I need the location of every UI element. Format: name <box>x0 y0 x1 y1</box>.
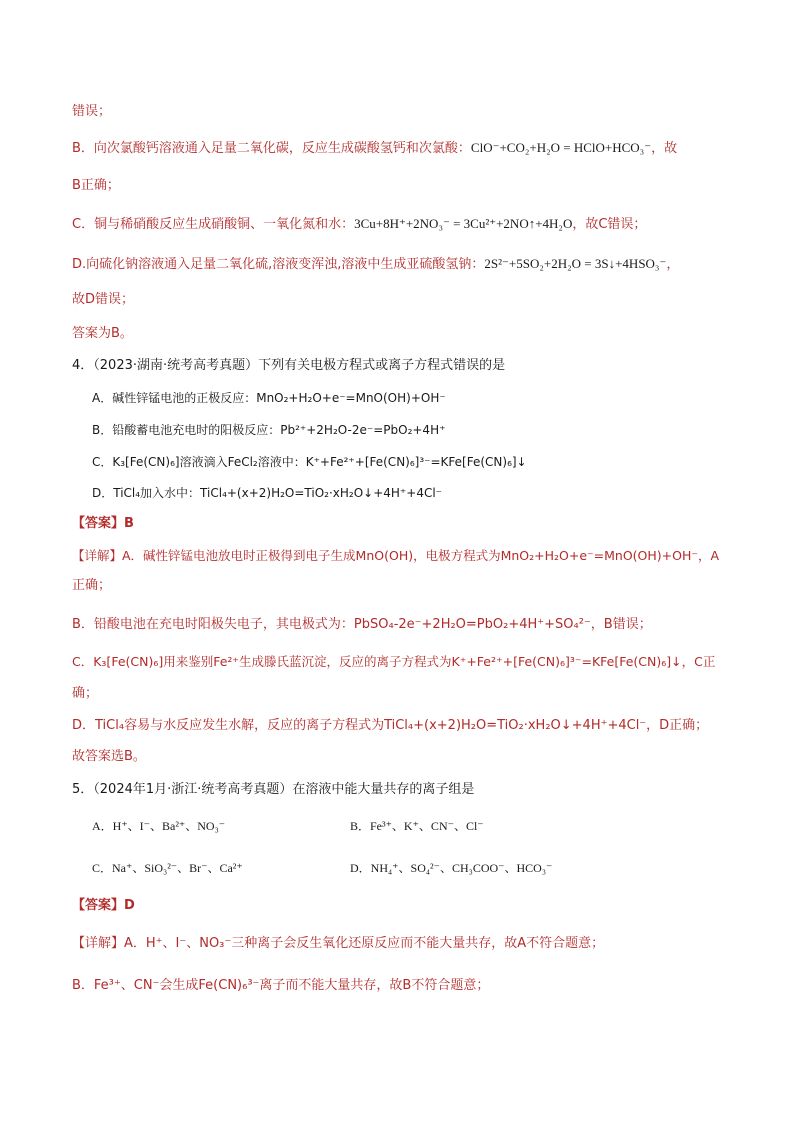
prev-c-equation: 3Cu+8H⁺+2NO₃⁻ = 3Cu²⁺+2NO↑+4H₂O <box>354 216 573 231</box>
prev-line-1: 错误； <box>72 104 112 119</box>
q4-final: 故答案选B。 <box>72 749 146 764</box>
prev-d-equation: 2S²⁻+5SO₂+2H₂O = 3S↓+4HSO₃⁻ <box>484 256 667 271</box>
q5-option-a: A．H⁺、I⁻、Ba²⁺、NO₃⁻ <box>92 819 226 833</box>
q4-explain-a-cont: 正确； <box>72 578 112 593</box>
prev-c-text: C．铜与稀硝酸反应生成硝酸铜、一氧化氮和水： <box>72 217 355 232</box>
q4-explain-a: 【详解】A．碱性锌锰电池放电时正极得到电子生成MnO(OH)，电极方程式为MnO₂+H₂O+e⁻=MnO(OH)+OH⁻，A <box>72 548 720 563</box>
q4-explain-b: B．铅酸电池在充电时阳极失电子，其电极式为：PbSO₄-2e⁻+2H₂O=PbO₂+4H⁺+SO₄²⁻，B错误； <box>72 617 652 632</box>
prev-d-conclusion: 故D错误； <box>72 292 135 307</box>
q4-option-b: B．铅酸蓄电池充电时的阳极反应：Pb²⁺+2H₂O-2e⁻=PbO₂+4H⁺ <box>92 423 446 437</box>
prev-b-tail: ，故 <box>651 141 678 156</box>
prev-explain-d <box>72 254 734 275</box>
q5-option-d: D．NH₄⁺、SO₄²⁻、CH₃COO⁻、HCO₃⁻ <box>350 861 553 875</box>
prev-b-text: B．向次氯酸钙溶液通入足量二氧化碳，反应生成碳酸氢钙和次氯酸： <box>72 141 471 156</box>
q4-answer: 【答案】B <box>72 516 134 531</box>
prev-answer: 答案为B。 <box>72 326 133 341</box>
q4-option-a: A．碱性锌锰电池的正极反应：MnO₂+H₂O+e⁻=MnO(OH)+OH⁻ <box>92 391 446 405</box>
prev-explain-c <box>72 214 734 235</box>
q4-explain-c: C．K₃[Fe(CN)₆]用来鉴别Fe²⁺生成滕氏蓝沉淀，反应的离子方程式为K⁺+Fe²⁺+[Fe(CN)₆]³⁻=KFe[Fe(CN)₆]↓，C正 <box>72 654 716 669</box>
q5-option-b: B．Fe³⁺、K⁺、CN⁻、Cl⁻ <box>350 819 484 833</box>
q4-option-c: C．K₃[Fe(CN)₆]溶液滴入FeCl₂溶液中：K⁺+Fe²⁺+[Fe(CN)₆]³⁻=KFe[Fe(CN)₆]↓ <box>92 455 527 469</box>
prev-explain-b <box>72 138 734 159</box>
q5-explain-b: B．Fe³⁺、CN⁻会生成Fe(CN)₆³⁻离子而不能大量共存，故B不符合题意； <box>72 978 490 993</box>
q4-explain-d: D．TiCl₄容易与水反应发生水解，反应的离子方程式为TiCl₄+(x+2)H₂O=TiO₂·xH₂O↓+4H⁺+4Cl⁻，D正确； <box>72 718 709 733</box>
prev-d-text: D.向硫化钠溶液通入足量二氧化硫,溶液变浑浊,溶液中生成亚硫酸氢钠： <box>72 257 485 272</box>
q5-answer: 【答案】D <box>72 898 135 913</box>
q5-option-c: C．Na⁺、SiO₃²⁻、Br⁻、Ca²⁺ <box>92 861 243 875</box>
q4-stem: 4．（2023·湖南·统考高考真题）下列有关电极方程式或离子方程式错误的是 <box>72 358 506 373</box>
prev-d-tail: ， <box>666 257 680 272</box>
q4-option-d: D．TiCl₄加入水中：TiCl₄+(x+2)H₂O=TiO₂·xH₂O↓+4H⁺+4Cl⁻ <box>92 486 443 500</box>
prev-c-tail: ，故C错误； <box>572 217 647 232</box>
q5-explain-a: 【详解】A．H⁺、I⁻、NO₃⁻三种离子会反生氧化还原反应而不能大量共存，故A不符合题意； <box>72 936 605 951</box>
q4-explain-c-cont: 确； <box>72 686 99 701</box>
q5-stem: 5．（2024年1月·浙江·统考高考真题）在溶液中能大量共存的离子组是 <box>72 782 475 797</box>
prev-b-conclusion: B正确； <box>72 178 120 193</box>
prev-b-equation: ClO⁻+CO₂+H₂O = HClO+HCO₃⁻ <box>470 140 652 155</box>
